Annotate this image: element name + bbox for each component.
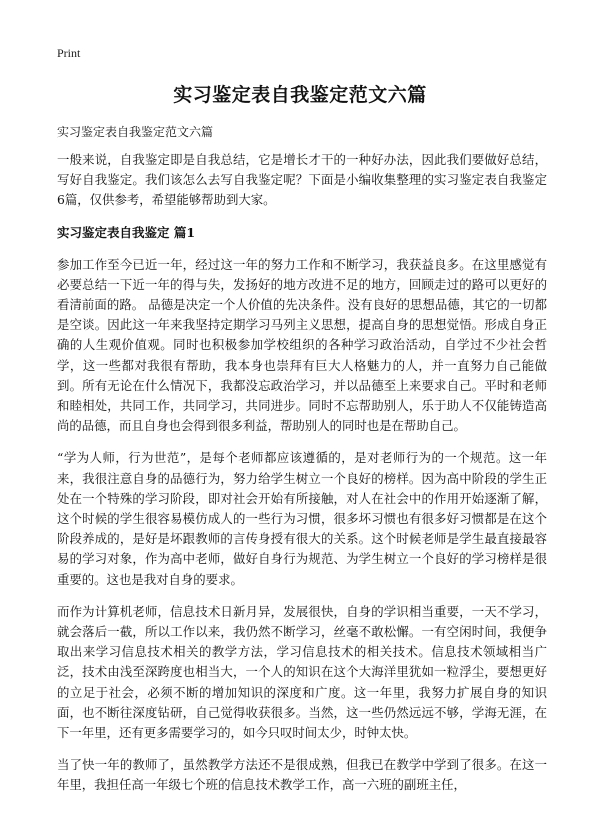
print-link[interactable]: Print [57,46,81,60]
intro-paragraph: 一般来说，自我鉴定即是自我总结，它是增长才干的一种好办法，因此我们要做好总结，写好自我鉴定。我们该怎么去写自我鉴定呢？下面是小编收集整理的实习鉴定表自我鉴定6篇，仅供参考，希望能够帮助到大家。 [57,152,547,208]
body-paragraph-1: 参加工作至今已近一年，经过这一年的努力工作和不断学习，我获益良多。在这里感觉有必要总结一下近一年的得与失，发扬好的地方改进不足的地方，回顾走过的路可以更好的看清前面的路。 品德是决定一个人价值的先决条件。没有良好的思想品德，其它的一切都是空谈。因此这一年来我坚持定期学习马列主义思想，提高自身的思想觉悟。形成自身正确的人生观价值观。同时也积极参加学校组织的各种学习政治活动，自学过不少社会哲学，这一些都对我很有帮助，我本身也崇拜有巨大人格魅力的人，并一直努力自己能做到。所有无论在什么情况下，我都没忘政治学习，并以品德至上来要求自己。平时和老师和睦相处，共同工作，共同学习，共同进步。同时不忘帮助别人，乐于助人不仅能铸造高尚的品德，而且自身也会得到很多利益，帮助别人的同时也是在帮助自己。 [57,256,547,434]
document-title: 实习鉴定表自我鉴定范文六篇 [173,84,427,106]
document-subtitle: 实习鉴定表自我鉴定范文六篇 [57,125,214,139]
article-body [57,150,547,808]
body-paragraph-4: 当了快一年的教师了，虽然教学方法还不是很成熟，但我已在教学中学到了很多。在这一年里，我担任高一年级七个班的信息技术教学工作，高一六班的副班主任， [57,757,547,793]
body-paragraph-2: “学为人师，行为世范”，是每个老师都应该遵循的，是对老师行为的一个规范。这一年来，我很注意自身的品德行为，努力给学生树立一个良好的榜样。因为高中阶段的学生正处在一个特殊的学习阶段，即对社会开始有所接触，对人在社会中的作用开始逐渐了解，这个时候的学生很容易模仿成人的一些行为习惯，很多坏习惯也有很多好习惯都是在这个阶段养成的，是好是坏跟教师的言传身授有很大的关系。这个时候老师是学生最直接最容易的学习对象，作为高中老师，做好自身行为规范、为学生树立一个良好的学习榜样是很重要的。这也是我对自身的要求。 [57,450,547,587]
section-heading: 实习鉴定表自我鉴定 篇1 [57,224,196,240]
body-paragraph-3: 而作为计算机老师，信息技术日新月异，发展很快，自身的学识相当重要，一天不学习，就会落后一截，所以工作以来，我仍然不断学习，丝毫不敢松懈。一有空闲时间，我便争取出来学习信息技术相关的教学方法，学习信息技术的相关技术。信息技术领域相当广泛，技术由浅至深跨度也相当大，一个人的知识在这个大海洋里犹如一粒浮尘，要想更好的立足于社会，必须不断的增加知识的深度和广度。这一年里，我努力扩展自身的知识面，也不断往深度钻研，自己觉得收获很多。当然，这一些仍然远远不够，学海无涯，在下一年里，还有更多需要学习的，如今只叹时间太少，时钟太快。 [57,603,547,741]
